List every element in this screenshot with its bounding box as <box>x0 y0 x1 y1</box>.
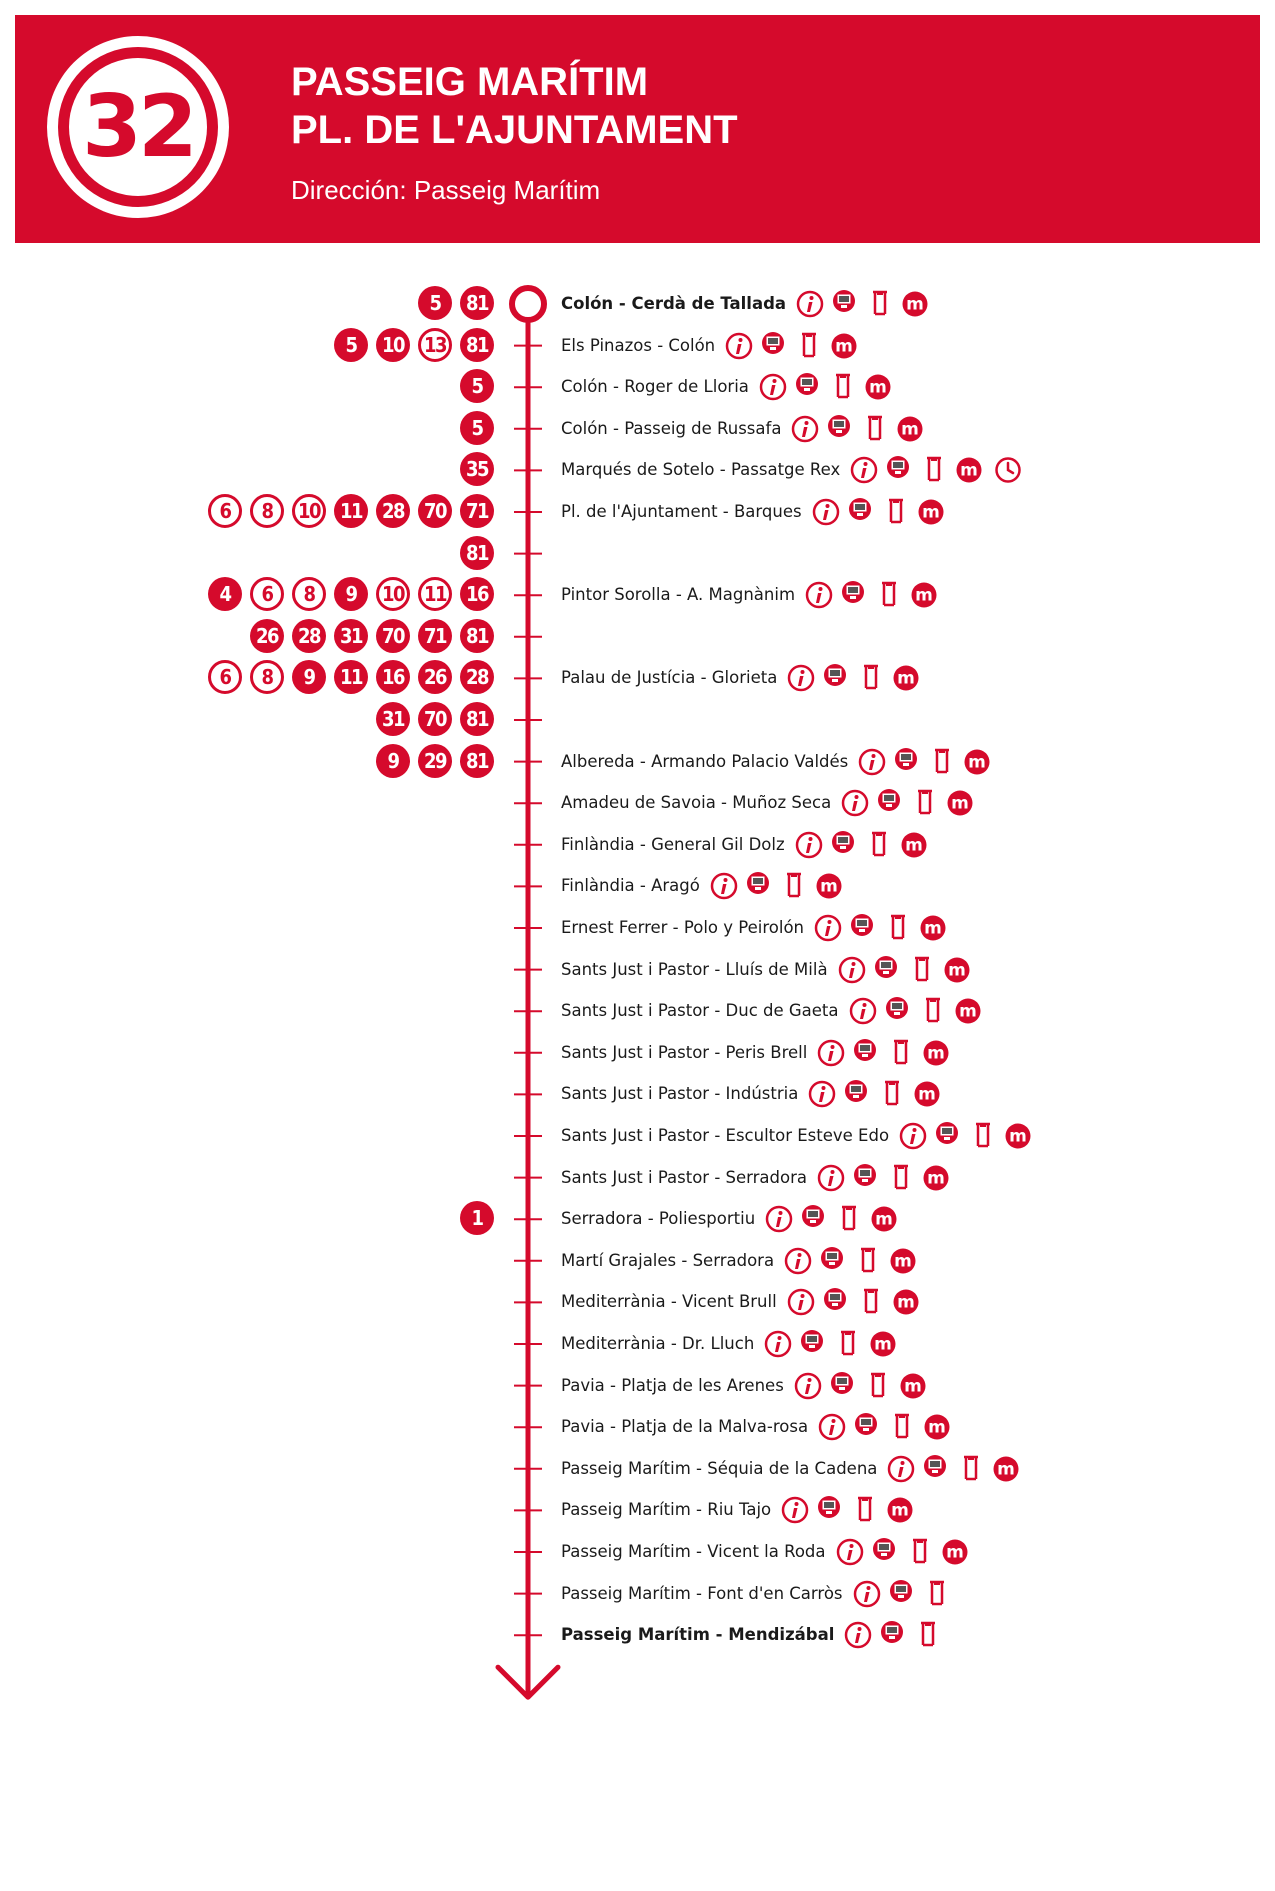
shelter-pole-icon <box>913 956 931 986</box>
info-icon <box>818 1413 846 1445</box>
bus-display-icon <box>879 1619 905 1649</box>
connection-line-badge: 29 <box>418 744 452 778</box>
metro-icon <box>899 1372 927 1404</box>
stop-name: Passeig Marítim - Séquia de la Cadena <box>561 1458 878 1478</box>
bus-display-icon <box>873 954 899 984</box>
stop-row <box>0 1574 1275 1614</box>
stop-name: Colón - Roger de Lloria <box>561 377 749 397</box>
connection-line-badge: 10 <box>376 328 410 362</box>
connection-line-badge: 81 <box>460 286 494 320</box>
svg-text:m: m <box>928 1417 946 1438</box>
connection-line-badge: 5 <box>418 286 452 320</box>
connecting-lines <box>0 284 1275 324</box>
info-icon <box>841 789 869 821</box>
shelter-pole-icon <box>889 914 907 944</box>
info-icon <box>808 1080 836 1112</box>
connecting-lines <box>0 1199 1275 1239</box>
svg-text:m: m <box>924 918 942 939</box>
stop-name: Sants Just i Pastor - Indústria <box>561 1084 799 1104</box>
stop-name: Finlàndia - General Gil Dolz <box>561 834 785 854</box>
connection-line-badge: 9 <box>376 744 410 778</box>
shelter-pole-icon <box>916 789 934 819</box>
stop-name: Els Pinazos - Colón <box>561 335 716 355</box>
bus-display-icon <box>819 1245 845 1275</box>
info-icon <box>781 1496 809 1528</box>
metro-icon <box>919 914 947 946</box>
shelter-pole-icon <box>919 1621 937 1651</box>
svg-text:m: m <box>901 419 920 440</box>
connection-line-badge: 1 <box>460 1201 494 1235</box>
metro-icon <box>900 831 928 863</box>
svg-text:m: m <box>915 585 933 606</box>
stop-name: Sants Just i Pastor - Escultor Esteve Edo <box>561 1126 890 1145</box>
svg-text:m: m <box>894 1251 912 1272</box>
connection-line-badge: 71 <box>418 619 452 653</box>
svg-text:m: m <box>903 1376 922 1397</box>
connection-line-badge: 35 <box>460 452 494 486</box>
svg-text:m: m <box>997 1459 1016 1480</box>
metro-icon <box>892 1288 920 1320</box>
metro-icon <box>886 1496 914 1528</box>
connection-line-badge: 6 <box>208 494 242 528</box>
svg-text:m: m <box>896 1292 915 1313</box>
connection-line-badge: 26 <box>418 660 452 694</box>
stop-name: Pavia - Platja de la Malva-rosa <box>561 1417 809 1437</box>
svg-text:m: m <box>947 960 966 981</box>
info-icon <box>844 1621 872 1653</box>
connection-line-badge: 5 <box>460 411 494 445</box>
stop-name: Ernest Ferrer - Polo y Peirolón <box>561 918 805 937</box>
bus-display-icon <box>888 1578 914 1608</box>
connecting-lines <box>0 617 1275 657</box>
metro-icon <box>992 1455 1020 1487</box>
info-icon <box>784 1247 812 1279</box>
shelter-pole-icon <box>883 1080 901 1110</box>
stop-row <box>0 1407 1275 1447</box>
line-number: 32 <box>69 58 207 196</box>
connection-line-badge: 5 <box>334 328 368 362</box>
svg-text:m: m <box>968 752 987 773</box>
connection-line-badge: 10 <box>376 577 410 611</box>
connection-line-badge: 70 <box>418 494 452 528</box>
stop-name: Finlàndia - Aragó <box>561 876 700 896</box>
connection-line-badge: 16 <box>376 660 410 694</box>
connecting-lines <box>0 450 1275 490</box>
svg-text:m: m <box>958 1001 977 1022</box>
bus-display-icon <box>876 787 902 817</box>
bus-display-icon <box>852 1037 878 1067</box>
stop-name: Serradora - Poliesportiu <box>561 1209 756 1229</box>
stop-name: Sants Just i Pastor - Serradora <box>561 1167 808 1187</box>
metro-icon <box>943 956 971 988</box>
shelter-pole-icon <box>859 1247 877 1277</box>
connecting-lines <box>0 492 1275 532</box>
connecting-lines <box>0 534 1275 574</box>
stop-name: Sants Just i Pastor - Duc de Gaeta <box>561 1001 839 1021</box>
stop-name: Marqués de Sotelo - Passatge Rex <box>561 460 841 480</box>
stop-name: Colón - Passeig de Russafa <box>561 418 782 438</box>
stop-row <box>0 1532 1275 1572</box>
shelter-pole-icon <box>892 1164 910 1194</box>
metro-icon <box>869 1330 897 1362</box>
stop-name: Martí Grajales - Serradora <box>561 1250 775 1270</box>
connection-line-badge: 6 <box>208 660 242 694</box>
connecting-lines <box>0 575 1275 615</box>
connection-line-badge: 28 <box>460 660 494 694</box>
svg-text:m: m <box>1009 1126 1027 1147</box>
stop-name: Passeig Marítim - Riu Tajo <box>561 1500 772 1520</box>
connection-line-badge: 9 <box>292 660 326 694</box>
stop-name: Colón - Cerdà de Tallada <box>561 294 787 313</box>
connection-line-badge: 13 <box>418 328 452 362</box>
bus-display-icon <box>922 1453 948 1483</box>
svg-text:m: m <box>945 1542 964 1563</box>
connecting-lines <box>0 326 1275 366</box>
stop-row <box>0 1033 1275 1073</box>
shelter-pole-icon <box>785 872 803 902</box>
stop-name: Pl. de l'Ajuntament - Barques <box>561 502 802 521</box>
metro-icon <box>913 1080 941 1112</box>
connecting-lines <box>0 409 1275 449</box>
stop-row <box>0 825 1275 865</box>
bus-display-icon <box>884 995 910 1025</box>
stop-name: Mediterrània - Dr. Lluch <box>561 1334 755 1353</box>
shelter-pole-icon <box>869 1372 887 1402</box>
bus-display-icon <box>871 1536 897 1566</box>
stop-row <box>0 991 1275 1031</box>
bus-display-icon <box>822 1286 848 1316</box>
info-icon <box>764 1330 792 1362</box>
bus-display-icon <box>799 1328 825 1358</box>
info-icon <box>795 831 823 863</box>
info-icon <box>817 1039 845 1071</box>
connecting-lines <box>0 742 1275 782</box>
info-icon <box>887 1455 915 1487</box>
stop-row <box>0 1490 1275 1530</box>
shelter-pole-icon <box>839 1330 857 1360</box>
stop-name: Palau de Justícia - Glorieta <box>561 668 778 688</box>
stop-row <box>0 950 1275 990</box>
connection-line-badge: 8 <box>250 494 284 528</box>
stop-row <box>0 1116 1275 1156</box>
stop-name: Passeig Marítim - Mendizábal <box>561 1625 835 1645</box>
metro-icon <box>923 1413 951 1445</box>
route-title-origin: PASSEIG MARÍTIM <box>291 60 649 104</box>
svg-text:m: m <box>918 1084 937 1105</box>
connection-line-badge: 31 <box>376 702 410 736</box>
stop-row <box>0 1241 1275 1281</box>
bus-display-icon <box>830 829 856 859</box>
stop-row <box>0 1158 1275 1198</box>
svg-text:m: m <box>960 460 979 481</box>
stop-row <box>0 1615 1275 1655</box>
bus-display-icon <box>745 870 771 900</box>
connection-line-badge: 81 <box>460 702 494 736</box>
info-icon <box>899 1122 927 1154</box>
bus-display-icon <box>843 1078 869 1108</box>
connection-line-badge: 70 <box>418 702 452 736</box>
stop-name: Amadeu de Savoia - Muñoz Seca <box>561 793 832 813</box>
metro-icon <box>946 789 974 821</box>
info-icon <box>817 1164 845 1196</box>
stop-name: Sants Just i Pastor - Lluís de Milà <box>561 959 828 979</box>
connection-line-badge: 11 <box>334 660 368 694</box>
svg-text:m: m <box>891 1500 910 1521</box>
stop-name: Pintor Sorolla - A. Magnànim <box>561 585 796 605</box>
info-icon <box>853 1580 881 1612</box>
shelter-pole-icon <box>911 1538 929 1568</box>
connection-line-badge: 4 <box>208 577 242 611</box>
bus-display-icon <box>849 912 875 942</box>
svg-text:m: m <box>904 835 923 856</box>
route-title-destination: PL. DE L'AJUNTAMENT <box>291 108 738 152</box>
stop-row <box>0 1074 1275 1114</box>
shelter-pole-icon <box>856 1496 874 1526</box>
stop-name: Mediterrània - Vicent Brull <box>561 1292 777 1312</box>
connection-line-badge: 11 <box>334 494 368 528</box>
stop-row <box>0 1282 1275 1322</box>
metro-icon <box>954 997 982 1029</box>
connection-line-badge: 16 <box>460 577 494 611</box>
connection-line-badge: 28 <box>292 619 326 653</box>
connection-line-badge: 9 <box>334 577 368 611</box>
svg-text:m: m <box>906 294 924 315</box>
info-icon <box>849 997 877 1029</box>
shelter-pole-icon <box>892 1039 910 1069</box>
svg-text:m: m <box>897 668 916 689</box>
connection-line-badge: 8 <box>250 660 284 694</box>
stop-row <box>0 908 1275 948</box>
connection-line-badge: 81 <box>460 536 494 570</box>
connecting-lines <box>0 658 1275 698</box>
bus-display-icon <box>829 1370 855 1400</box>
metro-icon <box>922 1164 950 1196</box>
connection-line-badge: 11 <box>418 577 452 611</box>
info-icon <box>838 956 866 988</box>
shelter-pole-icon <box>974 1122 992 1152</box>
shelter-pole-icon <box>962 1455 980 1485</box>
bus-display-icon <box>852 1162 878 1192</box>
connection-line-badge: 8 <box>292 577 326 611</box>
connection-line-badge: 81 <box>460 328 494 362</box>
stop-row <box>0 1449 1275 1489</box>
connection-line-badge: 70 <box>376 619 410 653</box>
info-icon <box>836 1538 864 1570</box>
svg-text:m: m <box>921 502 940 523</box>
connection-line-badge: 81 <box>460 744 494 778</box>
svg-text:m: m <box>869 377 887 398</box>
metro-icon <box>941 1538 969 1570</box>
shelter-pole-icon <box>924 997 942 1027</box>
svg-text:m: m <box>875 1209 894 1230</box>
stop-name: Albereda - Armando Palacio Valdés <box>561 751 849 771</box>
info-icon <box>787 1288 815 1320</box>
shelter-pole-icon <box>893 1413 911 1443</box>
stop-row <box>0 783 1275 823</box>
stop-row <box>0 866 1275 906</box>
svg-text:m: m <box>927 1168 945 1189</box>
connecting-lines <box>0 367 1275 407</box>
bus-display-icon <box>816 1494 842 1524</box>
svg-text:m: m <box>835 336 853 357</box>
shelter-pole-icon <box>862 1288 880 1318</box>
connecting-lines <box>0 700 1275 740</box>
metro-icon <box>922 1039 950 1071</box>
stop-name: Pavia - Platja de les Arenes <box>561 1375 784 1395</box>
stop-row <box>0 1324 1275 1364</box>
connection-line-badge: 26 <box>250 619 284 653</box>
connection-line-badge: 28 <box>376 494 410 528</box>
metro-icon <box>889 1247 917 1279</box>
connection-line-badge: 81 <box>460 619 494 653</box>
info-icon <box>794 1372 822 1404</box>
metro-icon <box>815 872 843 904</box>
shelter-pole-icon <box>928 1580 946 1610</box>
stop-name: Passeig Marítim - Vicent la Roda <box>561 1542 826 1561</box>
connection-line-badge: 10 <box>292 494 326 528</box>
shelter-pole-icon <box>870 831 888 861</box>
svg-text:m: m <box>820 876 838 897</box>
connection-line-badge: 31 <box>334 619 368 653</box>
route-direction: Dirección: Passeig Marítim <box>291 175 601 205</box>
info-icon <box>814 914 842 946</box>
bus-display-icon <box>934 1120 960 1150</box>
connection-line-badge: 71 <box>460 494 494 528</box>
connection-line-badge: 6 <box>250 577 284 611</box>
stop-name: Sants Just i Pastor - Peris Brell <box>561 1042 808 1062</box>
svg-text:m: m <box>927 1043 946 1064</box>
stop-row <box>0 1366 1275 1406</box>
stop-name: Passeig Marítim - Font d'en Carròs <box>561 1583 843 1603</box>
info-icon <box>710 872 738 904</box>
connection-line-badge: 5 <box>460 369 494 403</box>
svg-text:m: m <box>874 1334 893 1355</box>
metro-icon <box>1004 1122 1032 1154</box>
svg-text:m: m <box>951 793 970 814</box>
bus-display-icon <box>853 1411 879 1441</box>
